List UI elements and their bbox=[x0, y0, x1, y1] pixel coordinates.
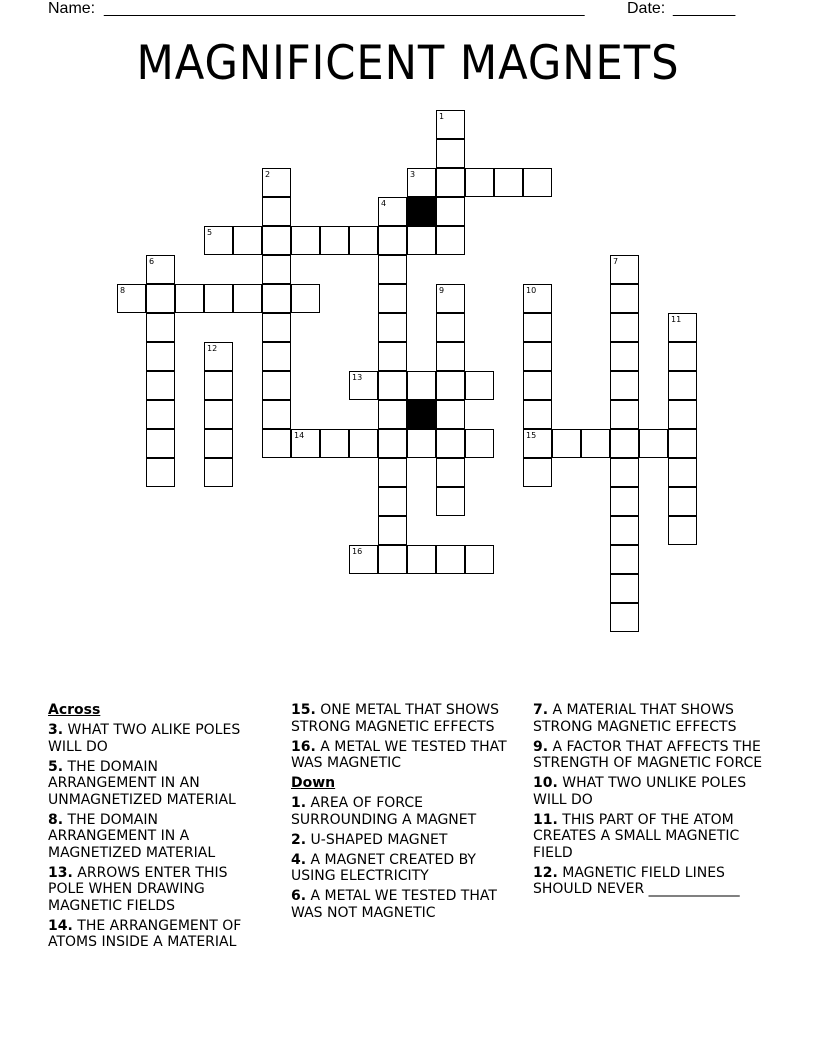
clue-down-1 bbox=[291, 795, 516, 828]
grid-cell[interactable] bbox=[436, 313, 465, 342]
grid-cell[interactable] bbox=[436, 487, 465, 516]
grid-cell[interactable] bbox=[610, 574, 639, 603]
clue-number: 6. bbox=[291, 888, 307, 904]
grid-cell[interactable] bbox=[320, 226, 349, 255]
clue-text: WHAT TWO UNLIKE POLES WILL DO bbox=[533, 775, 747, 808]
grid-cell[interactable] bbox=[117, 284, 146, 313]
clue-down-10 bbox=[533, 775, 768, 808]
clue-across-5 bbox=[48, 759, 268, 809]
grid-cell[interactable] bbox=[204, 400, 233, 429]
puzzle-title: MAGNIFICENT MAGNETS bbox=[136, 36, 680, 91]
grid-cell[interactable] bbox=[610, 255, 639, 284]
cell-number: 3 bbox=[410, 170, 416, 179]
clue-text: ONE METAL THAT SHOWS STRONG MAGNETIC EFFECTS bbox=[291, 702, 500, 735]
grid-cell[interactable] bbox=[523, 313, 552, 342]
name-label: Name: bbox=[48, 0, 96, 17]
grid-cell[interactable] bbox=[378, 400, 407, 429]
grid-cell[interactable] bbox=[523, 458, 552, 487]
cell-number: 8 bbox=[120, 286, 126, 295]
grid-cell[interactable] bbox=[436, 458, 465, 487]
grid-cell[interactable] bbox=[523, 371, 552, 400]
across-heading: Across bbox=[48, 702, 101, 718]
grid-cell[interactable] bbox=[639, 429, 668, 458]
clue-number: 3. bbox=[48, 722, 64, 738]
grid-cell[interactable] bbox=[233, 226, 262, 255]
grid-cell[interactable] bbox=[523, 400, 552, 429]
grid-cell[interactable] bbox=[436, 110, 465, 139]
grid-cell[interactable] bbox=[204, 342, 233, 371]
grid-cell[interactable] bbox=[436, 197, 465, 226]
grid-cell[interactable] bbox=[262, 400, 291, 429]
grid-cell[interactable] bbox=[378, 284, 407, 313]
clue-number: 5. bbox=[48, 758, 64, 775]
grid-cell[interactable] bbox=[610, 400, 639, 429]
grid-cell[interactable] bbox=[262, 226, 291, 255]
clue-across-15 bbox=[291, 702, 516, 735]
grid-cell[interactable] bbox=[610, 313, 639, 342]
grid-cell[interactable] bbox=[378, 313, 407, 342]
grid-cell[interactable] bbox=[436, 545, 465, 574]
grid-cell[interactable] bbox=[204, 458, 233, 487]
grid-cell[interactable] bbox=[378, 197, 407, 226]
grid-cell[interactable] bbox=[262, 168, 291, 197]
clue-number: 10. bbox=[533, 775, 558, 791]
clue-number: 16. bbox=[291, 738, 316, 755]
grid-cell[interactable] bbox=[668, 429, 697, 458]
clue-text: AREA OF FORCE SURROUNDING A MAGNET bbox=[291, 795, 477, 828]
grid-cell[interactable] bbox=[378, 458, 407, 487]
grid-cell[interactable] bbox=[668, 342, 697, 371]
grid-cell[interactable] bbox=[146, 284, 175, 313]
grid-cell[interactable] bbox=[610, 487, 639, 516]
cell-number: 5 bbox=[207, 228, 213, 237]
grid-cell[interactable] bbox=[378, 342, 407, 371]
clue-across-3 bbox=[48, 722, 268, 755]
grid-cell[interactable] bbox=[407, 371, 436, 400]
clue-number: 9. bbox=[533, 738, 549, 755]
clue-text: A METAL WE TESTED THAT WAS NOT MAGNETIC bbox=[291, 888, 497, 921]
grid-cell[interactable] bbox=[291, 429, 320, 458]
clue-number: 2. bbox=[291, 831, 307, 848]
clue-text: WHAT TWO ALIKE POLES WILL DO bbox=[48, 722, 241, 755]
cell-number: 1 bbox=[439, 112, 445, 121]
clue-down-9 bbox=[533, 739, 768, 772]
grid-cell[interactable] bbox=[407, 429, 436, 458]
grid-cell[interactable] bbox=[610, 545, 639, 574]
clue-text: THIS PART OF THE ATOM CREATES A SMALL MAGNETIC FIELD bbox=[533, 811, 740, 861]
clue-number: 4. bbox=[291, 851, 307, 868]
grid-cell[interactable] bbox=[436, 284, 465, 313]
grid-cell[interactable] bbox=[146, 429, 175, 458]
grid-cell[interactable] bbox=[436, 226, 465, 255]
clue-across-13 bbox=[48, 865, 268, 915]
grid-cell[interactable] bbox=[465, 371, 494, 400]
grid-cell[interactable] bbox=[436, 342, 465, 371]
grid-cell[interactable] bbox=[378, 516, 407, 545]
grid-cell[interactable] bbox=[436, 168, 465, 197]
cell-number: 16 bbox=[352, 547, 363, 556]
date-line: _______ bbox=[673, 0, 736, 17]
grid-cell[interactable] bbox=[581, 429, 610, 458]
grid-cell[interactable] bbox=[407, 226, 436, 255]
grid-cell[interactable] bbox=[436, 139, 465, 168]
cell-number: 11 bbox=[671, 315, 682, 324]
clue-text: MAGNETIC FIELD LINES SHOULD NEVER _____________ bbox=[533, 864, 740, 897]
grid-cell[interactable] bbox=[262, 429, 291, 458]
grid-cell[interactable] bbox=[610, 458, 639, 487]
clue-text: ARROWS ENTER THIS POLE WHEN DRAWING MAGNETIC FIELDS bbox=[48, 864, 228, 914]
clue-text: U-SHAPED MAGNET bbox=[310, 831, 448, 848]
grid-cell[interactable] bbox=[146, 458, 175, 487]
clue-text: THE DOMAIN ARRANGEMENT IN A MAGNETIZED MATERIAL bbox=[48, 811, 216, 861]
clue-number: 14. bbox=[48, 917, 73, 934]
grid-cell[interactable] bbox=[204, 226, 233, 255]
cell-number: 10 bbox=[526, 286, 537, 295]
clue-down-6 bbox=[291, 888, 516, 921]
grid-cell[interactable] bbox=[436, 429, 465, 458]
grid-cell[interactable] bbox=[523, 429, 552, 458]
cell-number: 9 bbox=[439, 286, 445, 295]
grid-cell-blocked bbox=[407, 197, 436, 226]
grid-cell[interactable] bbox=[407, 168, 436, 197]
grid-cell[interactable] bbox=[349, 429, 378, 458]
grid-cell[interactable] bbox=[349, 226, 378, 255]
grid-cell[interactable] bbox=[378, 371, 407, 400]
grid-cell[interactable] bbox=[262, 313, 291, 342]
grid-cell[interactable] bbox=[668, 400, 697, 429]
grid-cell[interactable] bbox=[204, 284, 233, 313]
grid-cell[interactable] bbox=[668, 516, 697, 545]
grid-cell[interactable] bbox=[233, 284, 262, 313]
clue-number: 1. bbox=[291, 795, 307, 811]
clue-number: 12. bbox=[533, 864, 558, 881]
grid-cell[interactable] bbox=[552, 429, 581, 458]
grid-cell[interactable] bbox=[668, 313, 697, 342]
grid-cell[interactable] bbox=[291, 284, 320, 313]
cell-number: 7 bbox=[613, 257, 619, 266]
grid-cell[interactable] bbox=[610, 516, 639, 545]
clues-column-1 bbox=[48, 702, 268, 954]
grid-cell[interactable] bbox=[146, 371, 175, 400]
grid-cell[interactable] bbox=[436, 400, 465, 429]
grid-cell[interactable] bbox=[378, 545, 407, 574]
grid-cell[interactable] bbox=[494, 168, 523, 197]
grid-cell[interactable] bbox=[262, 342, 291, 371]
clue-across-14 bbox=[48, 918, 268, 951]
grid-cell[interactable] bbox=[668, 458, 697, 487]
grid-cell[interactable] bbox=[378, 226, 407, 255]
clue-across-16 bbox=[291, 739, 516, 772]
clue-down-12 bbox=[533, 865, 768, 898]
clues-column-3 bbox=[533, 702, 768, 901]
clue-across-8 bbox=[48, 812, 268, 862]
grid-cell[interactable] bbox=[378, 255, 407, 284]
grid-cell[interactable] bbox=[146, 342, 175, 371]
grid-cell[interactable] bbox=[610, 603, 639, 632]
clue-number: 13. bbox=[48, 864, 73, 881]
clue-down-7 bbox=[533, 702, 768, 735]
clue-number: 8. bbox=[48, 811, 64, 828]
down-heading: Down bbox=[291, 775, 336, 791]
grid-cell[interactable] bbox=[465, 168, 494, 197]
clue-down-2 bbox=[291, 832, 516, 849]
grid-cell[interactable] bbox=[146, 255, 175, 284]
grid-cell[interactable] bbox=[291, 226, 320, 255]
grid-cell[interactable] bbox=[320, 429, 349, 458]
grid-cell[interactable] bbox=[610, 371, 639, 400]
grid-cell[interactable] bbox=[378, 487, 407, 516]
cell-number: 4 bbox=[381, 199, 387, 208]
grid-cell[interactable] bbox=[436, 371, 465, 400]
name-line: ______________________________________________________ bbox=[104, 0, 585, 17]
grid-cell[interactable] bbox=[378, 429, 407, 458]
clue-number: 7. bbox=[533, 702, 549, 718]
clues-column-2 bbox=[291, 702, 516, 925]
grid-cell[interactable] bbox=[668, 371, 697, 400]
cell-number: 14 bbox=[294, 431, 305, 440]
clue-down-4 bbox=[291, 852, 516, 885]
grid-cell[interactable] bbox=[523, 284, 552, 313]
clue-text: A METAL WE TESTED THAT WAS MAGNETIC bbox=[291, 738, 507, 771]
clue-number: 11. bbox=[533, 811, 558, 828]
grid-cell[interactable] bbox=[610, 342, 639, 371]
clue-down-11 bbox=[533, 812, 768, 862]
grid-cell[interactable] bbox=[668, 487, 697, 516]
grid-cell[interactable] bbox=[349, 371, 378, 400]
clue-text: A MAGNET CREATED BY USING ELECTRICITY bbox=[291, 851, 476, 884]
grid-cell[interactable] bbox=[465, 545, 494, 574]
grid-cell[interactable] bbox=[610, 284, 639, 313]
grid-cell[interactable] bbox=[146, 400, 175, 429]
grid-cell-blocked bbox=[407, 400, 436, 429]
grid-cell[interactable] bbox=[523, 342, 552, 371]
cell-number: 13 bbox=[352, 373, 363, 382]
clue-text: A FACTOR THAT AFFECTS THE STRENGTH OF MAGNETIC FORCE bbox=[533, 738, 763, 771]
grid-cell[interactable] bbox=[175, 284, 204, 313]
cell-number: 15 bbox=[526, 431, 537, 440]
grid-cell[interactable] bbox=[204, 429, 233, 458]
clue-text: THE ARRANGEMENT OF ATOMS INSIDE A MATERIAL bbox=[48, 917, 242, 950]
cell-number: 2 bbox=[265, 170, 271, 179]
clue-text: THE DOMAIN ARRANGEMENT IN AN UNMAGNETIZED MATERIAL bbox=[48, 758, 236, 808]
grid-cell[interactable] bbox=[262, 255, 291, 284]
grid-cell[interactable] bbox=[349, 545, 378, 574]
date-label: Date: bbox=[627, 0, 666, 17]
grid-cell[interactable] bbox=[204, 371, 233, 400]
grid-cell[interactable] bbox=[407, 545, 436, 574]
grid-cell[interactable] bbox=[262, 284, 291, 313]
clue-number: 15. bbox=[291, 702, 316, 718]
grid-cell[interactable] bbox=[610, 429, 639, 458]
cell-number: 6 bbox=[149, 257, 155, 266]
grid-cell[interactable] bbox=[465, 429, 494, 458]
grid-cell[interactable] bbox=[262, 197, 291, 226]
grid-cell[interactable] bbox=[523, 168, 552, 197]
grid-cell[interactable] bbox=[262, 371, 291, 400]
grid-cell[interactable] bbox=[146, 313, 175, 342]
cell-number: 12 bbox=[207, 344, 218, 353]
clue-text: A MATERIAL THAT SHOWS STRONG MAGNETIC EFFECTS bbox=[533, 702, 737, 735]
